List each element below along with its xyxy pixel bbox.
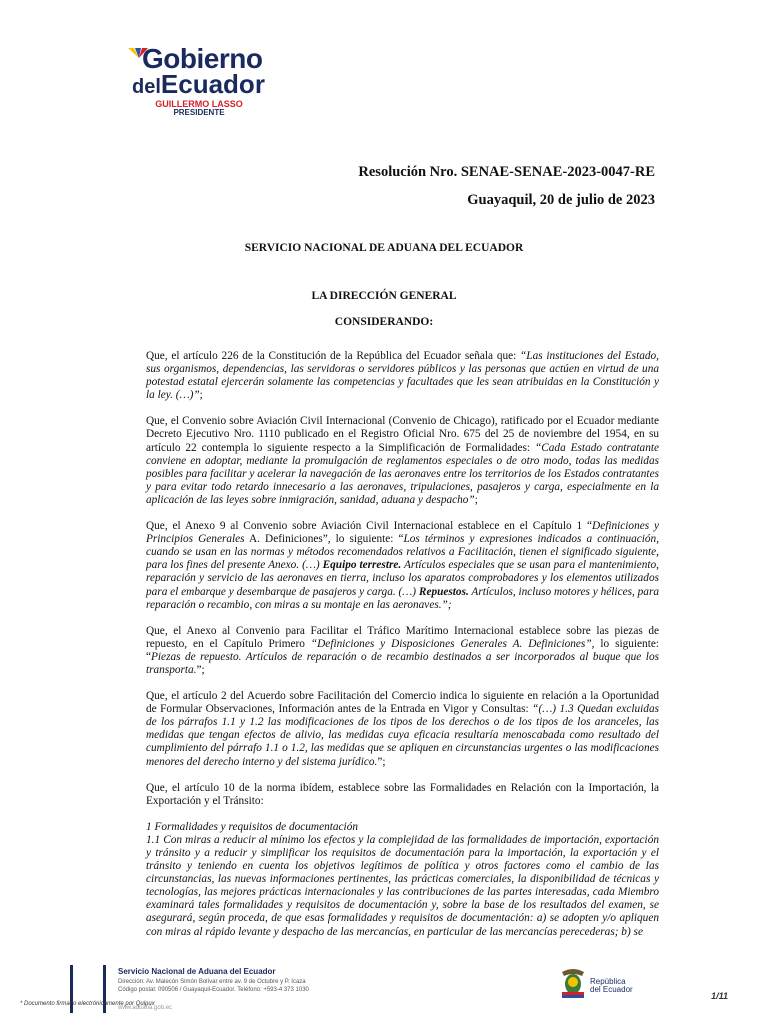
footer-address: Dirección: Av. Malecón Simón Bolívar entre av. 9 de Octubre y P. Icaza (118, 979, 306, 985)
logo-text-gobierno: Gobierno (142, 43, 263, 74)
footer-website: www.aduana.gob.ec (118, 1005, 173, 1011)
footer-organization: Servicio Nacional de Aduana del Ecuador (118, 967, 276, 976)
page-number: 1/11 (711, 991, 728, 1001)
paragraph-5: Que, el artículo 2 del Acuerdo sobre Facilitación del Comercio indica lo siguiente en relación a la Oportunidad de Formular Observaciones, Información antes de la Entrada en Vigor y Consultas: “(…) 1.3 Quedan excluidas de los párrafos 1.1 y 1.2 las modificaciones de los tipos de los derechos o de los tipos de los aranceles, las medidas que tengan efectos de alivio, las medidas cuya eficacia resultaría menoscabada como resultado del cumplimiento del párrafo 1.1 o 1.2, las medidas que se apliquen en circunstancias urgentes o las modificaciones menores del derecho interno y del sistema jurídico.”; (146, 690, 659, 768)
paragraph-4: Que, el Anexo al Convenio para Facilitar el Tráfico Marítimo Internacional establece sobre las piezas de repuesto, en el Capítulo Primero “Definiciones y Disposiciones Generales A. Definiciones”, lo siguiente: “Piezas de repuesto. Artículos de reparación o de recambio destinados a ser incorporados al buque que los transporta.”; (146, 624, 659, 676)
considering-heading: CONSIDERANDO: (334, 316, 434, 328)
paragraph-3: Que, el Anexo 9 al Convenio sobre Aviación Civil Internacional establece en el Capítulo 1 “Definiciones y Principios Generales A. Definiciones”, lo siguiente: “Los términos y expresiones indicados a continuación, cuando se usan en las normas y métodos recomendados relativos a Facilitación, tienen el significado siguiente, para los fines del presente Anexo. (…) Equipo terrestre. Artículos especiales que se usan para el mantenimiento, reparación y servicio de las aeronaves en tierra, incluso los aparatos comprobadores y los elementos utilizados para el embarque y desembarque de pasajeros y carga. (…) Repuestos. Artículos, incluso motores y hélices, para reparación o recambio, con miras a su montaje en las aeronaves.”; (146, 520, 660, 611)
paragraph-1: Que, el artículo 226 de la Constitución de la República del Ecuador señala que: “Las instituciones del Estado, sus organismos, dependencias, las servidoras o servidores públicos y las personas que actúen en virtud de una potestad estatal ejercerán solamente las competencias y facultades que les sean atribuidas en la Constitución y la ley. (…)”; (146, 350, 659, 402)
paragraph-6: Que, el artículo 10 de la norma ibídem, establece sobre las Formalidades en Relación con la Importación, la Exportación y el Tránsito: (146, 781, 659, 807)
government-logo (128, 44, 268, 122)
electronic-signature-note: * Documento firmado electrónicamente por Quipux (20, 1001, 155, 1007)
coat-of-arms-icon (558, 966, 588, 1000)
resolution-number: Resolución Nro. SENAE-SENAE-2023-0047-RE (358, 164, 655, 180)
logo-president-title: PRESIDENTE (173, 108, 225, 117)
place-date: Guayaquil, 20 de julio de 2023 (467, 192, 655, 208)
document-body (146, 350, 659, 939)
paragraph-7: 1 Formalidades y requisitos de documentación 1.1 Con miras a reducir al mínimo los efectos y la complejidad de las formalidades de importación, exportación y tránsito y a reducir y simplificar los requisitos de documentación para la importación, la exportación y el tránsito y teniendo en cuenta los objetivos legítimos de política y otros factores como el cambio de las circunstancias, las nuevas informaciones pertinentes, las prácticas comerciales, la disponibilidad de técnicas y tecnologías, las mejores prácticas internacionales y las contribuciones de las partes interesadas, cada Miembro examinará tales formalidades y requisitos de documentación y, sobre la base de los resultados del examen, se asegurará, según proceda, de que esas formalidades y requisitos de documentación: a) se adopten y/o apliquen con miras al rápido levante y despacho de las mercancías, en particular de las mercancías perecederas; b) se (146, 820, 659, 938)
direction-heading: LA DIRECCIÓN GENERAL (311, 290, 457, 302)
footer-postal: Código postal: 090506 / Guayaquil-Ecuador. Teléfono: +593-4 373 1030 (118, 987, 309, 993)
logo-text-ecuador: delEcuador (132, 69, 265, 99)
republica-label: República del Ecuador (590, 977, 633, 994)
logo-president-name: GUILLERMO LASSO (155, 99, 243, 109)
paragraph-2: Que, el Convenio sobre Aviación Civil Internacional (Convenio de Chicago), ratificado por el Ecuador mediante Decreto Ejecutivo Nro. 1110 publicado en el Registro Oficial Nro. 675 del 25 de noviembre del 1954, en su artículo 22 contempla lo siguiente respecto a la Simplificación de Formalidades: “Cada Estado contratante conviene en adoptar, mediante la promulgación de reglamentos especiales o de otro modo, todas las medidas posibles para facilitar y acelerar la navegación de las aeronaves entre los territorios de los Estados contratantes y para evitar todo retardo innecesario a las aeronaves, tripulaciones, pasajeros y carga, especialmente en la aplicación de las leyes sobre inmigración, sanidad, aduana y despacho”; (146, 415, 659, 506)
institution-heading: SERVICIO NACIONAL DE ADUANA DEL ECUADOR (244, 242, 524, 254)
